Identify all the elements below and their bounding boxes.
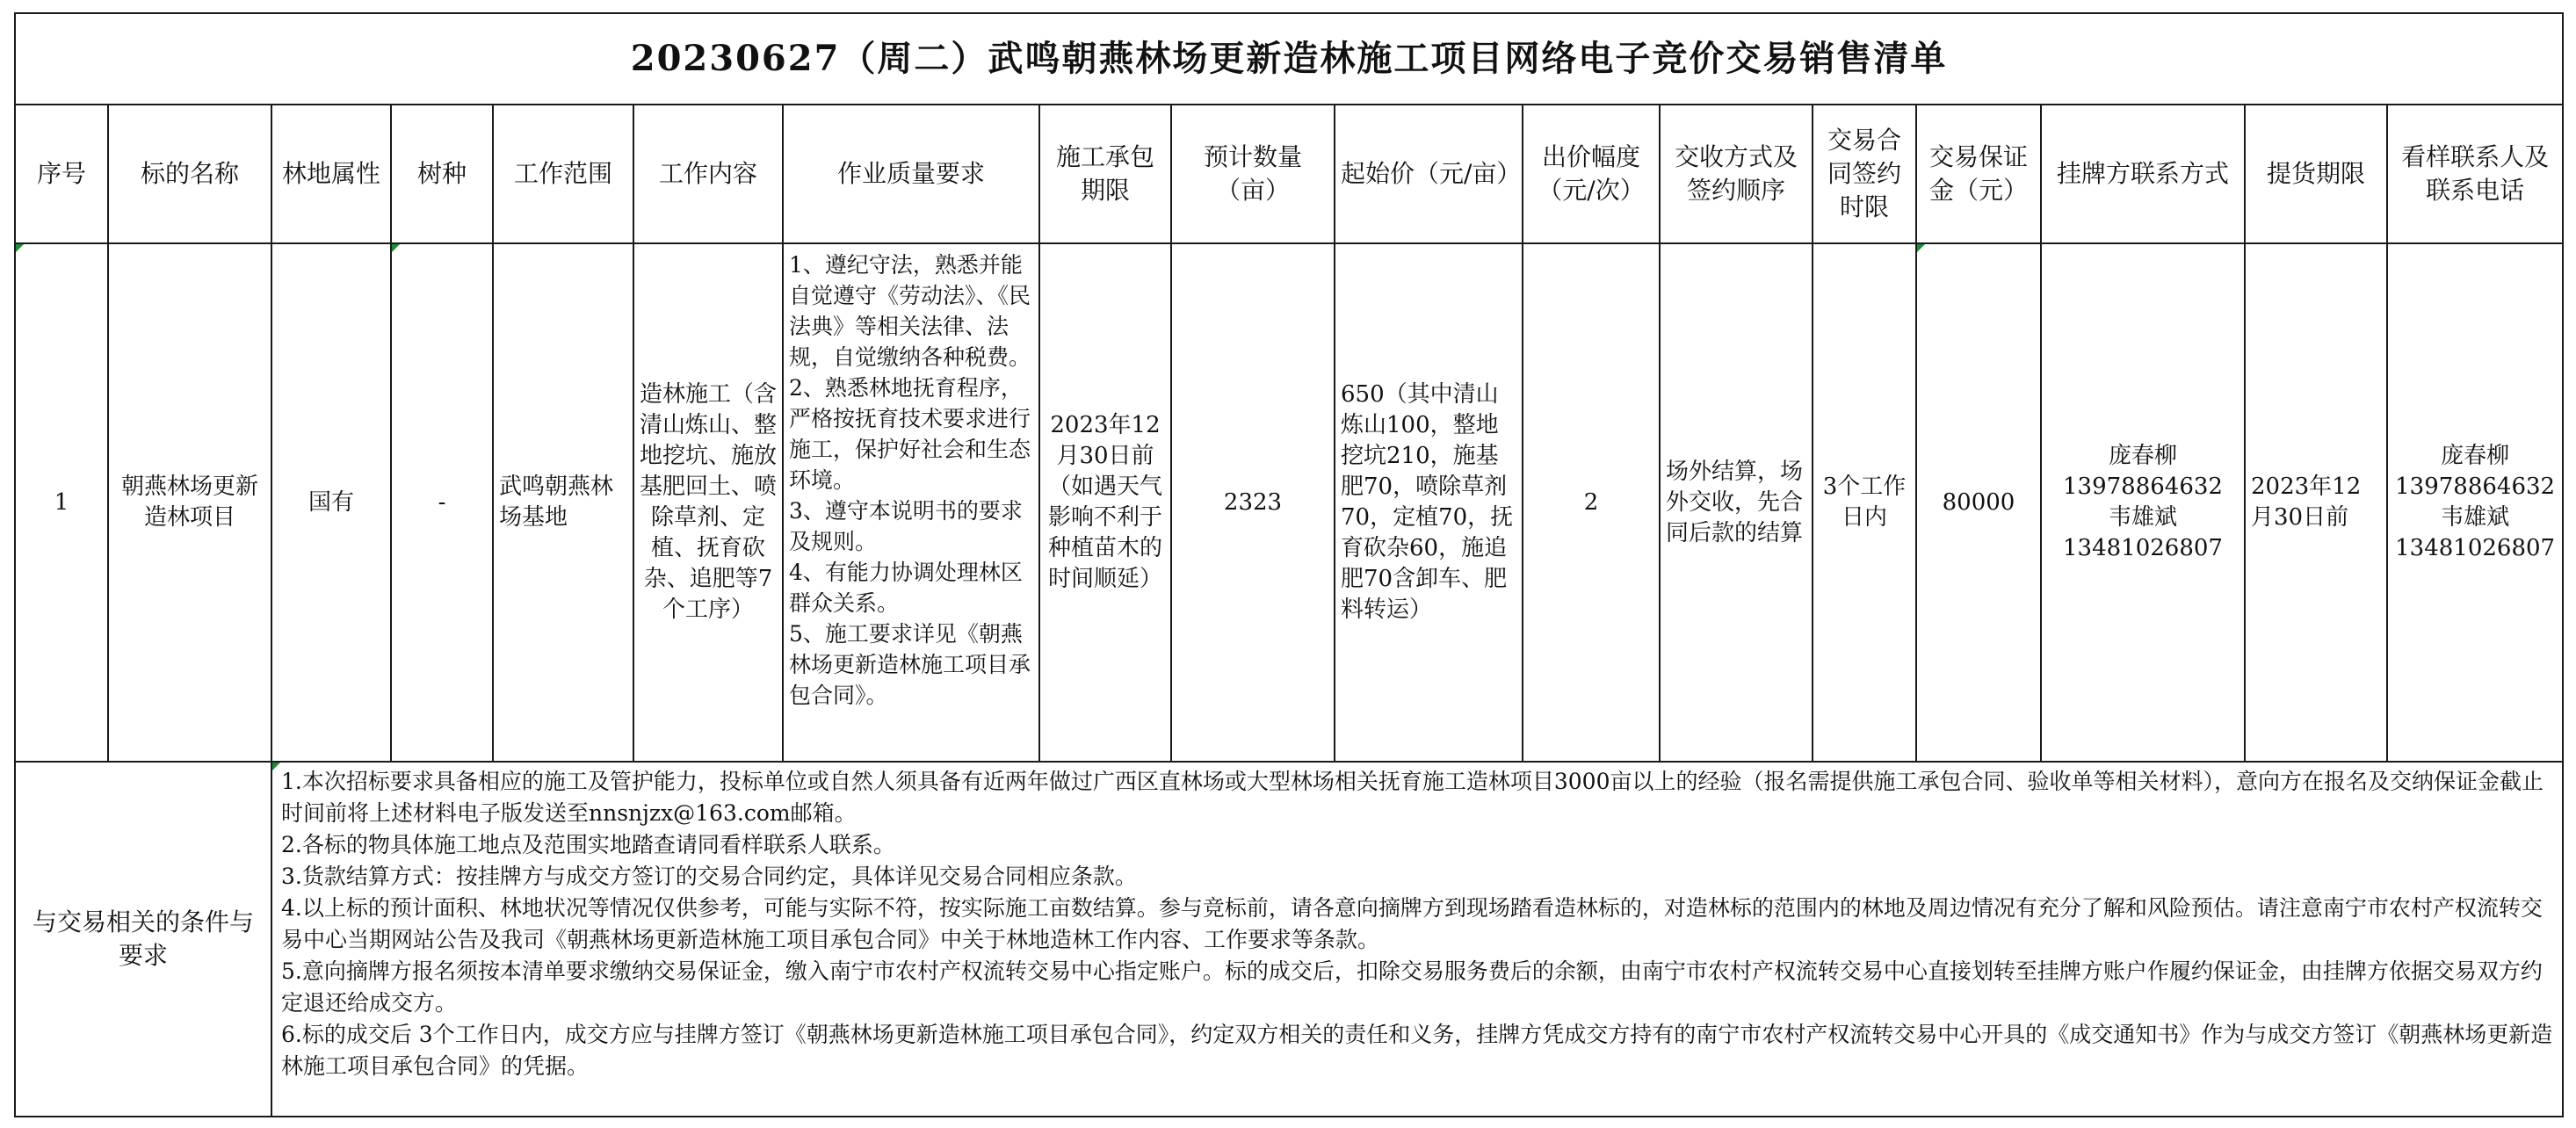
header-seller-contact: 挂牌方联系方式 [2041, 105, 2245, 243]
header-index: 序号 [15, 105, 108, 243]
conditions-label: 与交易相关的条件与要求 [15, 762, 271, 1117]
header-start-price: 起始价（元/亩） [1335, 105, 1523, 243]
condition-item-6: 6.标的成交后 3个工作日内，成交方应与挂牌方签订《朝燕林场更新造林施工项目承包合同》，约定双方相关的责任和义务，挂牌方凭成交方持有的南宁市农村产权流转交易中心开具的《成交通知书》作为与成交方签订《朝燕林场更新造林施工项目承包合同》的凭据。 [281, 1022, 2553, 1079]
sales-list-table [14, 12, 2564, 1117]
cell-quantity: 2323 [1171, 243, 1335, 762]
header-increment: 出价幅度（元/次） [1523, 105, 1660, 243]
header-tree-species: 树种 [391, 105, 493, 243]
table-row [15, 243, 2563, 762]
header-row [15, 105, 2563, 243]
cell-start-price: 650（其中清山炼山100，整地挖坑210，施基肥70，喷除草剂70，定植70，抚育砍杂60，施追肥70含卸车、肥料转运） [1335, 243, 1523, 762]
cell-index: 1 [15, 243, 108, 762]
cell-viewing-contact: 庞春柳 13978864632 韦雄斌 13481026807 [2387, 243, 2563, 762]
cell-work-scope: 武鸣朝燕林场基地 [493, 243, 633, 762]
cell-quality-req: 1、遵纪守法，熟悉并能自觉遵守《劳动法》、《民法典》等相关法律、法规，自觉缴纳各种税费。 2、熟悉林地抚育程序，严格按抚育技术要求进行施工，保护好社会和生态环境。 3、遵守本说明书的要求及规则。 4、有能力协调处理林区群众关系。 5、施工要求详见《朝燕林场更新造林施工项目承包合同》。 [783, 243, 1039, 762]
cell-deposit: 80000 [1916, 243, 2041, 762]
cell-period: 2023年12月30日前（如遇天气影响不利于种植苗木的时间顺延） [1039, 243, 1171, 762]
cell-seller-contact: 庞春柳 13978864632 韦雄斌 13481026807 [2041, 243, 2245, 762]
header-work-scope: 工作范围 [493, 105, 633, 243]
condition-item-2: 2.各标的物具体施工地点及范围实地踏查请同看样联系人联系。 [281, 832, 895, 857]
header-viewing-contact: 看样联系人及联系电话 [2387, 105, 2563, 243]
conditions-text [271, 762, 2563, 1117]
header-name: 标的名称 [108, 105, 271, 243]
header-deposit: 交易保证金（元） [1916, 105, 2041, 243]
cell-increment: 2 [1523, 243, 1660, 762]
cell-name: 朝燕林场更新造林项目 [108, 243, 271, 762]
condition-item-1: 1.本次招标要求具备相应的施工及管护能力，投标单位或自然人须具备有近两年做过广西区直林场或大型林场相关抚育施工造林项目3000亩以上的经验（报名需提供施工承包合同、验收单等相关材料），意向方在报名及交纳保证金截止时间前将上述材料电子版发送至nnsnjzx@163.com邮箱。 [281, 769, 2543, 826]
header-delivery: 提货期限 [2245, 105, 2387, 243]
cell-land-type: 国有 [271, 243, 391, 762]
header-period: 施工承包期限 [1039, 105, 1171, 243]
cell-tree-species: - [391, 243, 493, 762]
page-title: 20230627（周二）武鸣朝燕林场更新造林施工项目网络电子竞价交易销售清单 [15, 13, 2563, 105]
cell-settlement: 场外结算，场外交收，先合同后款的结算 [1660, 243, 1813, 762]
cell-work-content: 造林施工（含清山炼山、整地挖坑、施放基肥回土、喷除草剂、定植、抚育砍杂、追肥等7个工序） [633, 243, 783, 762]
condition-item-4: 4.以上标的预计面积、林地状况等情况仅供参考，可能与实际不符，按实际施工亩数结算。参与竞标前，请各意向摘牌方到现场踏看造林标的，对造林标的范围内的林地及周边情况有充分了解和风险预估。请注意南宁市农村产权流转交易中心当期网站公告及我司《朝燕林场更新造林施工项目承包合同》中关于林地造林工作内容、工作要求等条款。 [281, 895, 2543, 952]
condition-item-5: 5.意向摘牌方报名须按本清单要求缴纳交易保证金，缴入南宁市农村产权流转交易中心指定账户。标的成交后，扣除交易服务费后的余额，由南宁市农村产权流转交易中心直接划转至挂牌方账户作履约保证金，由挂牌方依据交易双方约定退还给成交方。 [281, 958, 2543, 1016]
header-quantity: 预计数量（亩） [1171, 105, 1335, 243]
header-quality-req: 作业质量要求 [783, 105, 1039, 243]
cell-contract-time: 3个工作日内 [1813, 243, 1916, 762]
header-land-type: 林地属性 [271, 105, 391, 243]
header-settlement: 交收方式及签约顺序 [1660, 105, 1813, 243]
condition-item-3: 3.货款结算方式：按挂牌方与成交方签订的交易合同约定，具体详见交易合同相应条款。 [281, 864, 1137, 889]
conditions-row [15, 762, 2563, 1117]
cell-delivery: 2023年12月30日前 [2245, 243, 2387, 762]
header-work-content: 工作内容 [633, 105, 783, 243]
header-contract-time: 交易合同签约时限 [1813, 105, 1916, 243]
